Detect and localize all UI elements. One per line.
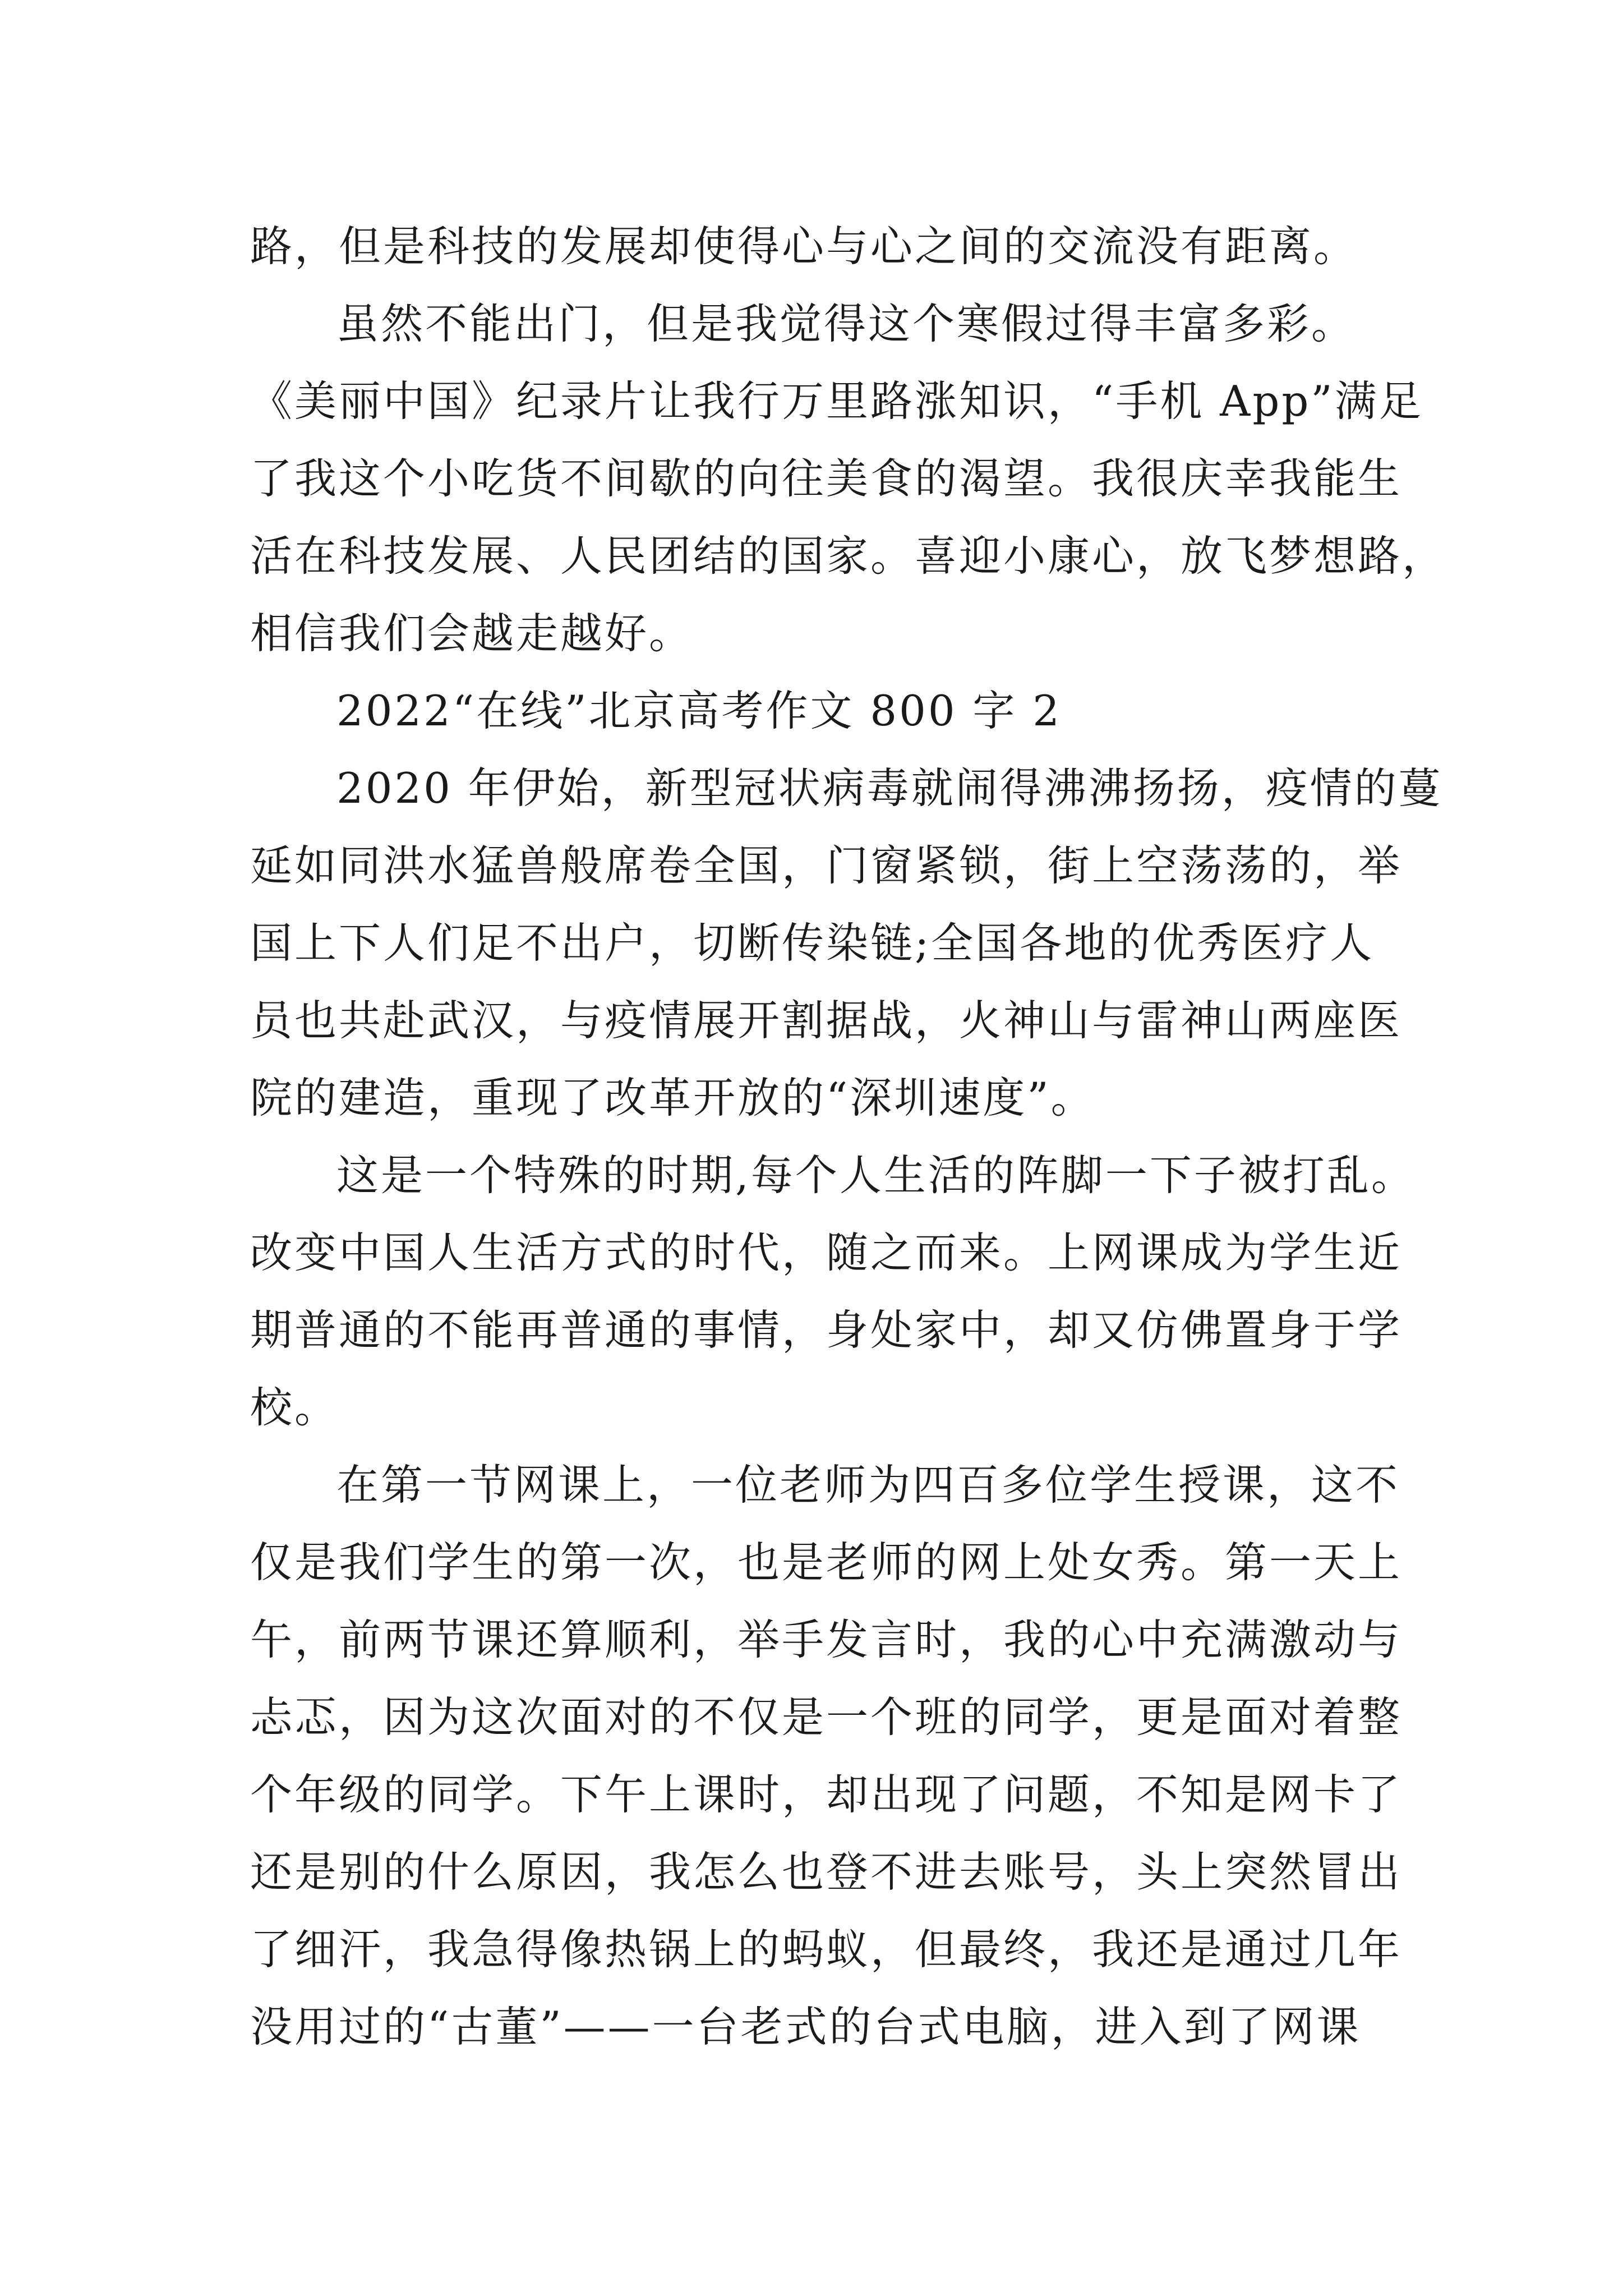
text-line: 在第一节网课上，一位老师为四百多位学生授课，这不	[336, 1460, 1400, 1510]
text-line: 延如同洪水猛兽般席卷全国，门窗紧锁，街上空荡荡的，举	[250, 841, 1403, 890]
text-line: 虽然不能出门，但是我觉得这个寒假过得丰富多彩。	[336, 299, 1356, 348]
text-line: 员也共赴武汉，与疫情展开割据战，火神山与雷神山两座医	[250, 996, 1403, 1045]
text-line: 个年级的同学。下午上课时，却出现了问题，不知是网卡了	[250, 1770, 1403, 1819]
text-line: 国上下人们足不出户，切断传染链;全国各地的优秀医疗人	[250, 918, 1375, 968]
text-line: 午，前两节课还算顺利，举手发言时，我的心中充满激动与	[250, 1615, 1403, 1664]
text-line: 活在科技发展、人民团结的国家。喜迎小康心，放飞梦想路，	[250, 531, 1447, 581]
text-line: 路，但是科技的发展却使得心与心之间的交流没有距离。	[250, 222, 1358, 271]
text-line: 了细汗，我急得像热锅上的蚂蚁，但最终，我还是通过几年	[250, 1925, 1403, 1974]
text-line: 2020 年伊始，新型冠状病毒就闹得沸沸扬扬，疫情的蔓	[336, 763, 1443, 813]
text-line: 院的建造，重现了改革开放的“深圳速度”。	[250, 1073, 1095, 1122]
text-line: 《美丽中国》纪录片让我行万里路涨知识，“手机 App”满足	[250, 376, 1423, 426]
text-line: 相信我们会越走越好。	[250, 609, 694, 658]
text-line: 校。	[250, 1383, 339, 1432]
text-line: 了我这个小吃货不间歇的向往美食的渴望。我很庆幸我能生	[250, 454, 1403, 503]
text-line: 还是别的什么原因，我怎么也登不进去账号，头上突然冒出	[250, 1847, 1403, 1897]
text-line: 改变中国人生活方式的时代，随之而来。上网课成为学生近	[250, 1228, 1403, 1277]
section-heading: 2022“在线”北京高考作文 800 字 2	[336, 686, 1062, 735]
text-line: 没用过的“古董”——一台老式的台式电脑，进入到了网课	[250, 2002, 1361, 2051]
text-line: 这是一个特殊的时期,每个人生活的阵脚一下子被打乱。	[336, 1151, 1415, 1200]
text-line: 忐忑，因为这次面对的不仅是一个班的同学，更是面对着整	[250, 1692, 1403, 1742]
text-line: 仅是我们学生的第一次，也是老师的网上处女秀。第一天上	[250, 1538, 1403, 1587]
document-body	[250, 208, 1447, 2065]
text-line: 期普通的不能再普通的事情，身处家中，却又仿佛置身于学	[250, 1305, 1403, 1355]
